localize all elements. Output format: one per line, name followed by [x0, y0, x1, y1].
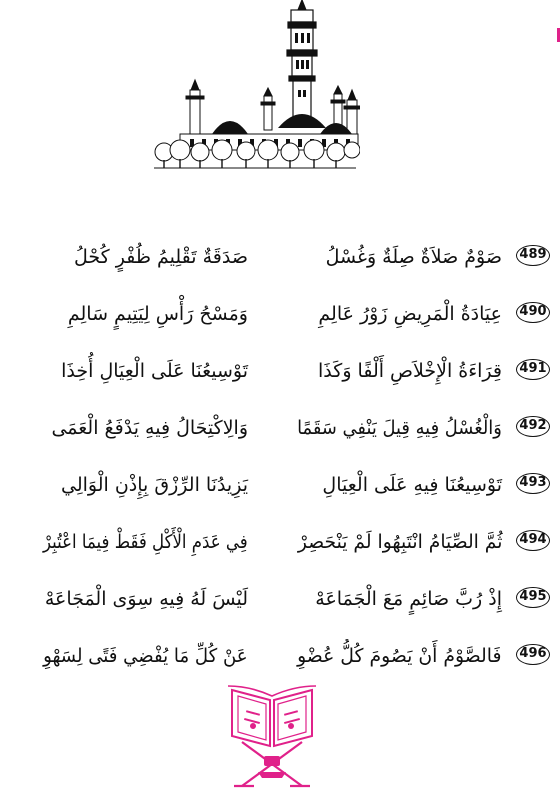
verse-first-hemistich: ثُمَّ الصِّيَامُ انْتَبِهُوا لَمْ يَنْحَصِرْ	[297, 531, 502, 553]
verse-second-hemistich: تَوْسِيعُنَا عَلَى الْعِيَالِ أُخِذَا	[61, 360, 248, 382]
verse-number-badge: 493	[516, 473, 550, 494]
verse-first-hemistich: قِرَاءَةُ الْإِخْلاَصِ أَلْفًا وَكَذَا	[318, 360, 502, 382]
verse-number-badge: 491	[516, 359, 550, 380]
quran-on-stand-icon	[224, 676, 320, 792]
verse-second-hemistich: صَدَقَةٌ تَقْلِيمُ ظُفْرٍ كُحْلُ	[74, 246, 248, 268]
verse-second-hemistich: فِي عَدَمِ الْأَكْلِ فَقَطْ فِيمَا اعْتُبِرْ	[43, 531, 248, 553]
verse-row	[20, 407, 550, 451]
verse-row	[20, 578, 550, 622]
verse-second-hemistich: وَالِاكْتِحَالُ فِيهِ يَدْفَعُ الْعَمَى	[51, 417, 248, 439]
verse-first-hemistich: وَالْغُسْلُ فِيهِ قِيلَ يَنْفِي سَقَمًا	[297, 417, 502, 439]
verse-first-hemistich: عِيَادَةُ الْمَرِيضِ زَوْرُ عَالِمِ	[318, 303, 502, 325]
verse-row	[20, 464, 550, 508]
verse-row	[20, 521, 550, 565]
verse-number-badge: 496	[516, 644, 550, 665]
verse-row	[20, 293, 550, 337]
verse-second-hemistich: لَيْسَ لَهُ فِيهِ سِوَى الْمَجَاعَهْ	[44, 588, 248, 610]
verse-number-badge: 490	[516, 302, 550, 323]
verse-second-hemistich: يَزِيدُنَا الرِّزْقَ بِإِذْنِ الْوَالِي	[61, 474, 248, 496]
verse-row	[20, 236, 550, 280]
mosque-illustration	[150, 0, 360, 190]
verse-number-badge: 489	[516, 245, 550, 266]
verse-second-hemistich: وَمَسْحُ رَأْسِ لِيَتِيمٍ سَالِمِ	[67, 303, 248, 325]
verse-row	[20, 350, 550, 394]
verse-number-badge: 494	[516, 530, 550, 551]
verse-row	[20, 635, 550, 679]
verse-number-badge: 492	[516, 416, 550, 437]
verse-second-hemistich: عَنْ كُلِّ مَا يُفْضِي فَتًى لِسَهْوِ	[43, 645, 248, 667]
verse-number-badge: 495	[516, 587, 550, 608]
verse-first-hemistich: فَالصَّوْمُ أَنْ يَصُومَ كُلُّ عُضْوِ	[297, 645, 502, 667]
verse-first-hemistich: تَوْسِيعُنَا فِيهِ عَلَى الْعِيَالِ	[322, 474, 502, 496]
verse-first-hemistich: إِذْ رُبَّ صَائِمٍ مَعَ الْجَمَاعَهْ	[315, 588, 502, 610]
verse-first-hemistich: صَوْمٌ صَلاَةٌ صِلَةٌ وَغُسْلُ	[325, 246, 502, 268]
